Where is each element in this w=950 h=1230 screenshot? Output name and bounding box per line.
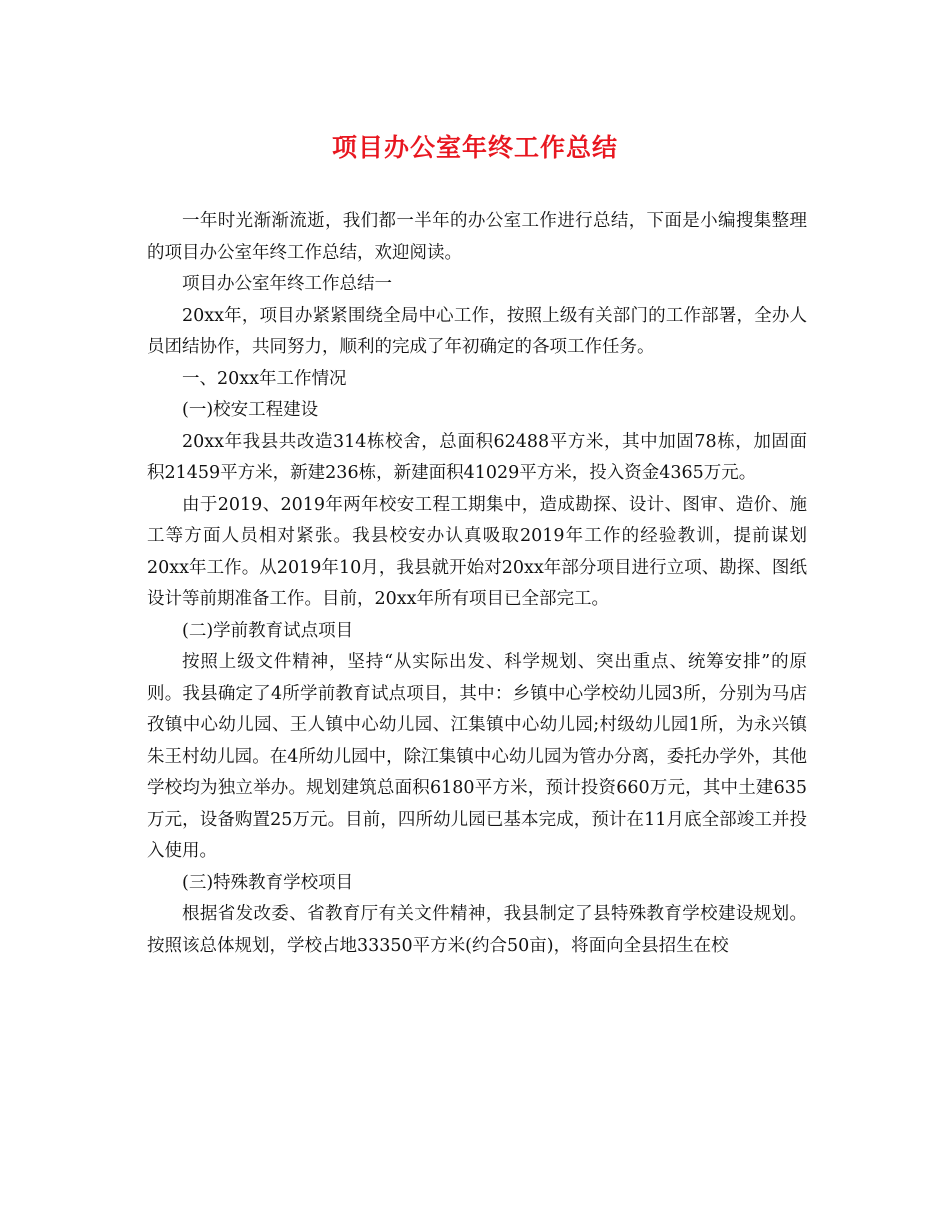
paragraph: 按照上级文件精神，坚持“从实际出发、科学规划、突出重点、统筹安排”的原则。我县确定了4所学前教育试点项目，其中：乡镇中心学校幼儿园3所，分别为马店孜镇中心幼儿园、王人镇中心幼儿园、江集镇中心幼儿园;村级幼儿园1所，为永兴镇朱王村幼儿园。在4所幼儿园中，除江集镇中心幼儿园为管办分离，委托办学外，其他学校均为独立举办。规划建筑总面积6180平方米，预计投资660万元，其中土建635万元，设备购置25万元。目前，四所幼儿园已基本完成，预计在11月底全部竣工并投入使用。 <box>147 652 807 861</box>
document-title: 项目办公室年终工作总结 <box>331 133 618 162</box>
subsection-heading: (二)学前教育试点项目 <box>182 620 354 641</box>
section-heading: 一、20xx年工作情况 <box>182 368 347 389</box>
paragraph-intro: 一年时光渐渐流逝，我们都一半年的办公室工作进行总结，下面是小编搜集整理的项目办公室年终工作总结，欢迎阅读。 <box>147 211 807 263</box>
paragraph: 由于2019、2019年两年校安工程工期集中，造成勘探、设计、图审、造价、施工等方面人员相对紧张。我县校安办认真吸取2019年工作的经验教训，提前谋划20xx年工作。从2019年10月，我县就开始对20xx年部分项目进行立项、勘探、图纸设计等前期准备工作。目前，20xx年所有项目已全部完工。 <box>147 494 807 609</box>
document-body <box>147 206 807 962</box>
subsection-heading: (一)校安工程建设 <box>182 400 319 420</box>
paragraph: 根据省发改委、省教育厅有关文件精神，我县制定了县特殊教育学校建设规划。按照该总体规划，学校占地33350平方米(约合50亩)，将面向全县招生在校 <box>147 904 807 956</box>
paragraph: 20xx年我县共改造314栋校舍，总面积62488平方米，其中加固78栋，加固面积21459平方米，新建236栋，新建面积41029平方米，投入资金4365万元。 <box>147 431 807 483</box>
paragraph-subtitle: 项目办公室年终工作总结一 <box>182 274 392 294</box>
paragraph-overview: 20xx年，项目办紧紧围绕全局中心工作，按照上级有关部门的工作部署，全办人员团结协作，共同努力，顺利的完成了年初确定的各项工作任务。 <box>147 305 807 357</box>
subsection-heading: (三)特殊教育学校项目 <box>182 872 354 893</box>
